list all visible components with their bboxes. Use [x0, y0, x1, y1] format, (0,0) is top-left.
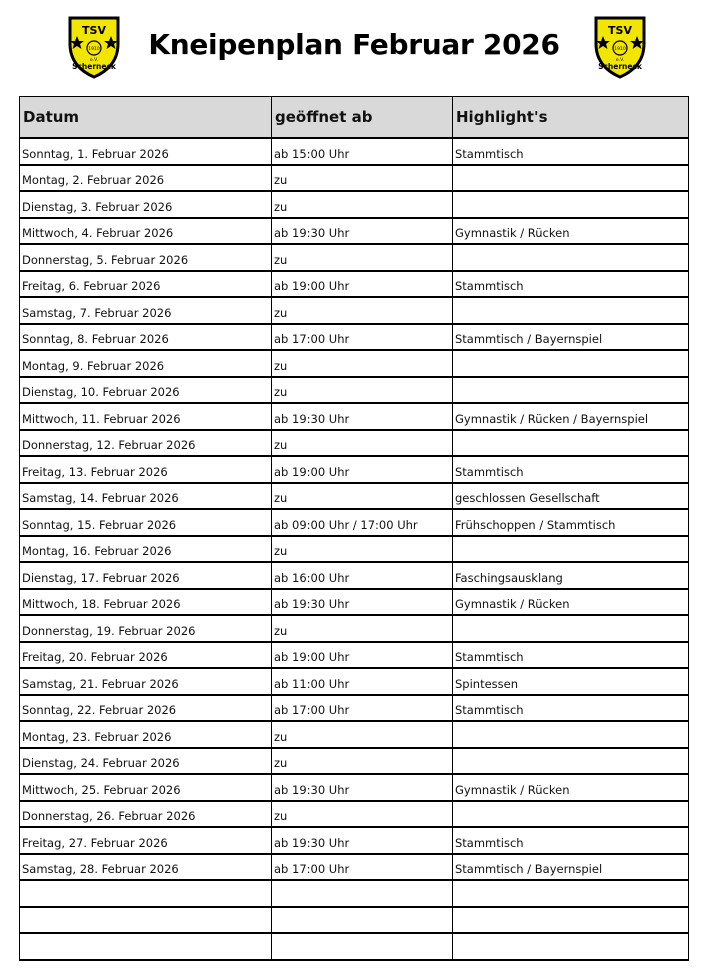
highlight-cell [453, 191, 689, 218]
opening-time-cell: ab 17:00 Uhr [272, 324, 453, 351]
opening-time-cell: ab 19:30 Uhr [272, 403, 453, 430]
table-row [20, 827, 689, 854]
opening-time-cell: zu [272, 297, 453, 324]
logo-ev: e.V. [89, 58, 99, 63]
date-cell: Freitag, 27. Februar 2026 [20, 827, 272, 854]
opening-time-cell: zu [272, 191, 453, 218]
highlight-cell: Stammtisch [453, 138, 689, 165]
table-row [20, 483, 689, 510]
table-row [20, 642, 689, 669]
highlight-cell [453, 615, 689, 642]
opening-time-cell: zu [272, 430, 453, 457]
opening-time-cell: zu [272, 244, 453, 271]
date-cell: Montag, 9. Februar 2026 [20, 350, 272, 377]
table-row [20, 297, 689, 324]
highlight-cell: Stammtisch / Bayernspiel [453, 854, 689, 881]
date-cell: Montag, 23. Februar 2026 [20, 721, 272, 748]
highlight-cell: Stammtisch [453, 695, 689, 722]
highlight-cell: Spintessen [453, 668, 689, 695]
date-cell: Samstag, 14. Februar 2026 [20, 483, 272, 510]
highlight-cell: Frühschoppen / Stammtisch [453, 509, 689, 536]
date-cell [20, 933, 272, 960]
date-cell: Donnerstag, 12. Februar 2026 [20, 430, 272, 457]
date-cell: Mittwoch, 25. Februar 2026 [20, 774, 272, 801]
date-cell: Dienstag, 24. Februar 2026 [20, 748, 272, 775]
date-cell: Sonntag, 1. Februar 2026 [20, 138, 272, 165]
opening-time-cell: zu [272, 748, 453, 775]
highlight-cell: Gymnastik / Rücken [453, 589, 689, 616]
opening-time-cell: zu [272, 377, 453, 404]
opening-time-cell: zu [272, 483, 453, 510]
date-cell: Sonntag, 22. Februar 2026 [20, 695, 272, 722]
date-cell [20, 907, 272, 934]
highlight-cell [453, 721, 689, 748]
header-datum: Datum [20, 97, 272, 139]
date-cell: Donnerstag, 5. Februar 2026 [20, 244, 272, 271]
opening-time-cell: zu [272, 165, 453, 192]
date-cell: Montag, 2. Februar 2026 [20, 165, 272, 192]
date-cell: Mittwoch, 4. Februar 2026 [20, 218, 272, 245]
opening-time-cell: ab 19:00 Uhr [272, 456, 453, 483]
date-cell: Freitag, 13. Februar 2026 [20, 456, 272, 483]
schedule-table-body [20, 138, 689, 960]
opening-time-cell [272, 933, 453, 960]
table-row [20, 271, 689, 298]
table-header-row [20, 97, 689, 139]
logo-year: 1910 [614, 47, 626, 52]
date-cell: Dienstag, 10. Februar 2026 [20, 377, 272, 404]
table-row [20, 138, 689, 165]
highlight-cell: Faschingsausklang [453, 562, 689, 589]
opening-time-cell: zu [272, 721, 453, 748]
logo-year: 1910 [88, 47, 100, 52]
highlight-cell: Gymnastik / Rücken [453, 774, 689, 801]
opening-time-cell: ab 19:00 Uhr [272, 271, 453, 298]
table-row [20, 244, 689, 271]
highlight-cell [453, 801, 689, 828]
page-title: Kneipenplan Februar 2026 [148, 28, 560, 61]
date-cell: Sonntag, 8. Februar 2026 [20, 324, 272, 351]
date-cell: Donnerstag, 19. Februar 2026 [20, 615, 272, 642]
date-cell: Samstag, 28. Februar 2026 [20, 854, 272, 881]
table-row [20, 456, 689, 483]
opening-time-cell [272, 880, 453, 907]
highlight-cell [453, 165, 689, 192]
opening-time-cell: ab 09:00 Uhr / 17:00 Uhr [272, 509, 453, 536]
table-row [20, 350, 689, 377]
date-cell: Dienstag, 17. Februar 2026 [20, 562, 272, 589]
highlight-cell: Stammtisch [453, 456, 689, 483]
table-row [20, 589, 689, 616]
opening-time-cell: ab 19:30 Uhr [272, 827, 453, 854]
logo-top-text: TSV [82, 24, 106, 37]
table-row [20, 880, 689, 907]
opening-time-cell: zu [272, 801, 453, 828]
opening-time-cell: ab 19:30 Uhr [272, 218, 453, 245]
logo-top-text: TSV [608, 24, 632, 37]
opening-time-cell: zu [272, 350, 453, 377]
opening-time-cell: ab 19:30 Uhr [272, 589, 453, 616]
logo-name: Scherneck [598, 62, 642, 71]
date-cell: Mittwoch, 18. Februar 2026 [20, 589, 272, 616]
opening-time-cell: ab 11:00 Uhr [272, 668, 453, 695]
table-row [20, 695, 689, 722]
table-row [20, 430, 689, 457]
highlight-cell [453, 244, 689, 271]
highlight-cell: Gymnastik / Rücken [453, 218, 689, 245]
highlight-cell [453, 350, 689, 377]
highlight-cell [453, 297, 689, 324]
date-cell: Mittwoch, 11. Februar 2026 [20, 403, 272, 430]
highlight-cell: Stammtisch / Bayernspiel [453, 324, 689, 351]
opening-time-cell: ab 19:00 Uhr [272, 642, 453, 669]
table-row [20, 191, 689, 218]
table-row [20, 403, 689, 430]
highlight-cell [453, 933, 689, 960]
opening-time-cell [272, 907, 453, 934]
club-logo-right [590, 14, 650, 80]
highlight-cell [453, 377, 689, 404]
logo-ev: e.V. [615, 58, 625, 63]
table-row [20, 218, 689, 245]
highlight-cell: Gymnastik / Rücken / Bayernspiel [453, 403, 689, 430]
opening-time-cell: ab 17:00 Uhr [272, 695, 453, 722]
header-highlights: Highlight's [453, 97, 689, 139]
date-cell: Freitag, 6. Februar 2026 [20, 271, 272, 298]
table-row [20, 748, 689, 775]
table-row [20, 536, 689, 563]
highlight-cell [453, 430, 689, 457]
date-cell: Dienstag, 3. Februar 2026 [20, 191, 272, 218]
highlight-cell [453, 536, 689, 563]
table-row [20, 668, 689, 695]
table-row [20, 907, 689, 934]
opening-time-cell: ab 19:30 Uhr [272, 774, 453, 801]
tsv-scherneck-logo-icon [590, 14, 650, 80]
date-cell: Donnerstag, 26. Februar 2026 [20, 801, 272, 828]
date-cell: Samstag, 21. Februar 2026 [20, 668, 272, 695]
table-row [20, 562, 689, 589]
table-row [20, 721, 689, 748]
table-row [20, 165, 689, 192]
highlight-cell: Stammtisch [453, 271, 689, 298]
opening-time-cell: zu [272, 615, 453, 642]
highlight-cell: Stammtisch [453, 642, 689, 669]
table-row [20, 933, 689, 960]
date-cell: Sonntag, 15. Februar 2026 [20, 509, 272, 536]
highlight-cell [453, 880, 689, 907]
table-row [20, 509, 689, 536]
table-row [20, 854, 689, 881]
opening-time-cell: ab 17:00 Uhr [272, 854, 453, 881]
date-cell: Freitag, 20. Februar 2026 [20, 642, 272, 669]
opening-time-cell: ab 15:00 Uhr [272, 138, 453, 165]
opening-time-cell: ab 16:00 Uhr [272, 562, 453, 589]
table-row [20, 615, 689, 642]
opening-time-cell: zu [272, 536, 453, 563]
highlight-cell [453, 907, 689, 934]
date-cell [20, 880, 272, 907]
highlight-cell [453, 748, 689, 775]
table-row [20, 801, 689, 828]
date-cell: Samstag, 7. Februar 2026 [20, 297, 272, 324]
date-cell: Montag, 16. Februar 2026 [20, 536, 272, 563]
logo-name: Scherneck [72, 62, 116, 71]
table-row [20, 324, 689, 351]
table-row [20, 377, 689, 404]
table-row [20, 774, 689, 801]
page-header [0, 0, 708, 92]
highlight-cell: geschlossen Gesellschaft [453, 483, 689, 510]
highlight-cell: Stammtisch [453, 827, 689, 854]
header-geoeffnet-ab: geöffnet ab [272, 97, 453, 139]
schedule-table [19, 96, 689, 961]
